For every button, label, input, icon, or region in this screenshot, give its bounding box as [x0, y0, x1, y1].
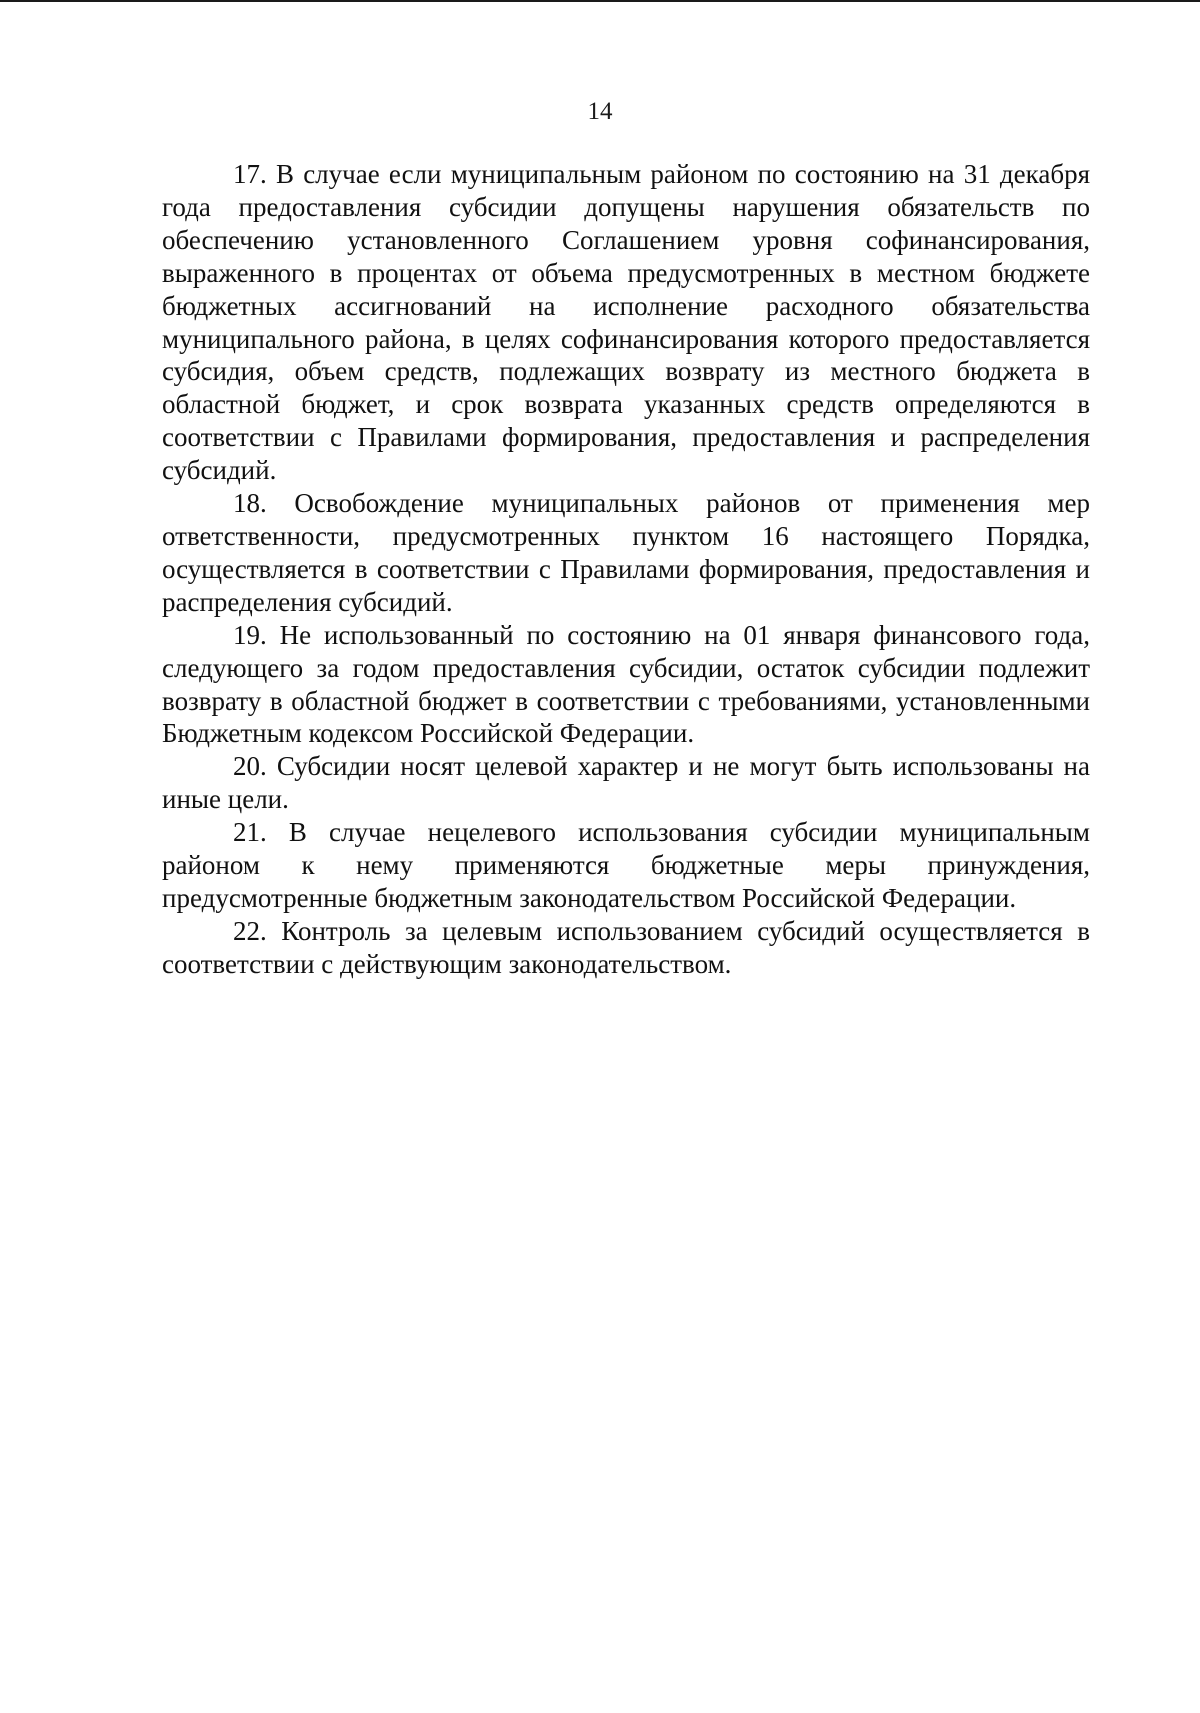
paragraph-17: 17. В случае если муниципальным районом по состоянию на 31 декабря года предоставления субсидии допущены нарушения обязательств по обеспечению установленного Соглашением уровня софинансирования, выраженного в процентах от объема предусмотренных в местном бюджете бюджетных ассигнований на исполнение расходного обязательства муниципального района, в целях софинансирования которого предоставляется субсидия, объем средств, подлежащих возврату из местного бюджета в областной бюджет, и срок возврата указанных средств определяются в соответствии с Правилами формирования, предоставления и распределения субсидий.: [162, 159, 1090, 486]
paragraph-18: 18. Освобождение муниципальных районов от применения мер ответственности, предусмотренных пунктом 16 настоящего Порядка, осуществляется в соответствии с Правилами формирования, предоставления и распределения субсидий.: [162, 488, 1090, 617]
paragraph-21: 21. В случае нецелевого использования субсидии муниципальным районом к нему применяются бюджетные меры принуждения, предусмотренные бюджетным законодательством Российской Федерации.: [162, 817, 1090, 913]
document-body: [162, 158, 1090, 981]
paragraph-20: 20. Субсидии носят целевой характер и не могут быть использованы на иные цели.: [162, 751, 1090, 815]
paragraph-22: 22. Контроль за целевым использованием субсидий осуществляется в соответствии с действующим законодательством.: [162, 915, 1090, 979]
paragraph-19: 19. Не использованный по состоянию на 01 января финансового года, следующего за годом предоставления субсидии, остаток субсидии подлежит возврату в областной бюджет в соответствии с требованиями, установленными Бюджетным кодексом Российской Федерации.: [162, 619, 1090, 749]
page-number: 14: [587, 98, 613, 125]
